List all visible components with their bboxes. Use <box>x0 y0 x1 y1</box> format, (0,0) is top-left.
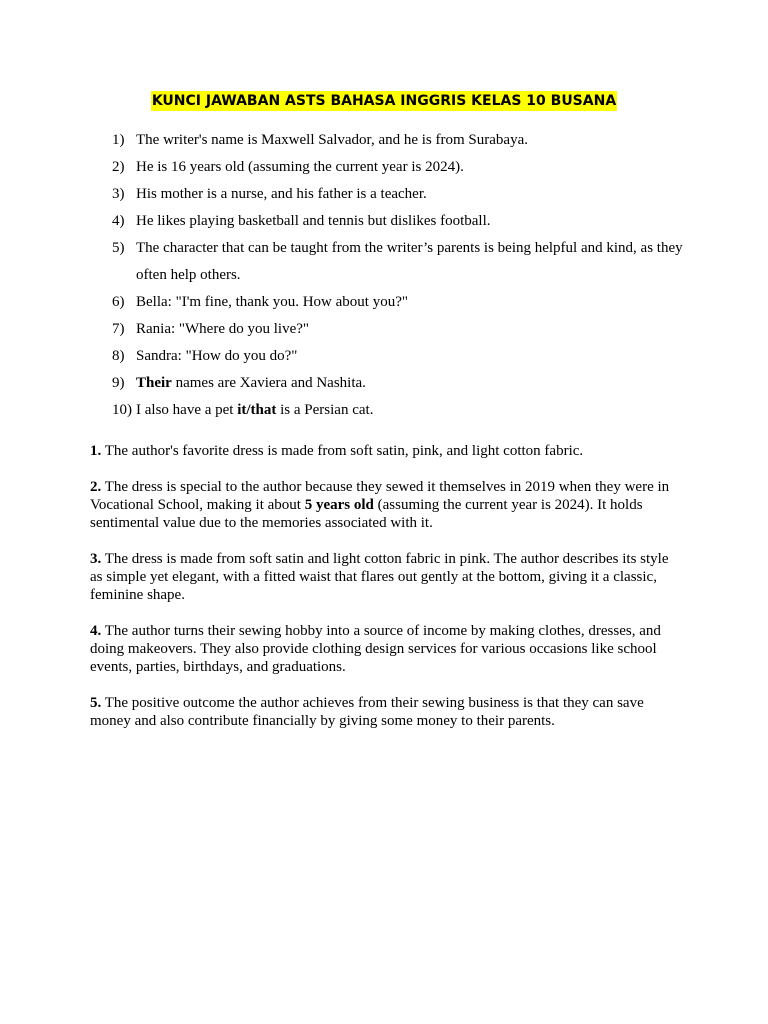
list-text <box>136 370 692 397</box>
list-item <box>112 154 692 181</box>
paragraph-text-post: (assuming the current year is 2024). It holds sentimental value due to the memories associated with it. <box>90 497 643 531</box>
list-number: 10) <box>112 402 132 418</box>
list-number: 8) <box>112 348 125 364</box>
answer-paragraph <box>90 622 680 676</box>
list-text-pre: I also have a pet <box>136 402 238 418</box>
list-number: 3) <box>112 186 125 202</box>
title-wrapper <box>0 91 768 111</box>
list-item <box>112 208 692 235</box>
list-text: His mother is a nurse, and his father is a teacher. <box>136 186 427 202</box>
list-item <box>112 370 692 397</box>
paragraph-number: 4. <box>90 623 102 639</box>
list-number: 1) <box>112 132 125 148</box>
list-number: 6) <box>112 294 125 310</box>
paragraph-text: The dress is made from soft satin and light cotton fabric in pink. The author describes its style as simple yet elegant, with a fitted waist that flares out gently at the bottom, giving it a classic, feminine shape. <box>90 551 669 603</box>
list-item <box>112 127 692 154</box>
list-text: Sandra: "How do you do?" <box>136 348 298 364</box>
list-text: Bella: "I'm fine, thank you. How about you?" <box>136 294 408 310</box>
paragraph-number: 1. <box>90 443 102 459</box>
list-item <box>112 343 692 370</box>
answer-list <box>112 127 692 424</box>
paragraph-text: The positive outcome the author achieves from their sewing business is that they can save money and also contribute financially by giving some money to their parents. <box>90 695 644 729</box>
list-number: 7) <box>112 321 125 337</box>
bold-text: it/that <box>237 402 277 418</box>
list-text-post: is a Persian cat. <box>276 402 374 418</box>
paragraph-number: 2. <box>90 479 102 495</box>
list-item <box>112 235 692 289</box>
bold-text: 5 years old <box>304 497 374 513</box>
list-item <box>112 289 692 316</box>
list-item <box>112 181 692 208</box>
answer-paragraphs <box>90 442 680 748</box>
list-number: 4) <box>112 213 125 229</box>
list-text: The character that can be taught from the writer’s parents is being helpful and kind, as they often help others. <box>136 240 683 283</box>
list-text: He is 16 years old (assuming the current year is 2024). <box>136 159 464 175</box>
list-item <box>112 316 692 343</box>
answer-paragraph <box>90 550 680 604</box>
paragraph-text: The author turns their sewing hobby into a source of income by making clothes, dresses, and doing makeovers. They also provide clothing design services for various occasions like school events, parties, birthdays, and graduations. <box>90 623 661 675</box>
list-item <box>112 397 692 424</box>
paragraph-text-pre: The dress is special to the author because they sewed it themselves in 2019 when they were in Vocational School, making it about <box>90 479 670 513</box>
list-number: 5) <box>112 240 125 256</box>
list-text: He likes playing basketball and tennis but dislikes football. <box>136 213 491 229</box>
list-text: Rania: "Where do you live?" <box>136 321 310 337</box>
paragraph-text: The author's favorite dress is made from soft satin, pink, and light cotton fabric. <box>101 443 584 459</box>
answer-paragraph <box>90 694 680 730</box>
list-number: 2) <box>112 159 125 175</box>
paragraph-number: 3. <box>90 551 102 567</box>
bold-text: Their <box>136 375 172 391</box>
list-text-rest: names are Xaviera and Nashita. <box>171 375 366 391</box>
list-text: The writer's name is Maxwell Salvador, and he is from Surabaya. <box>136 132 528 148</box>
answer-paragraph <box>90 442 680 460</box>
paragraph-number: 5. <box>90 695 102 711</box>
list-text <box>136 397 692 424</box>
list-number: 9) <box>112 375 125 391</box>
answer-paragraph <box>90 478 680 532</box>
document-title: KUNCI JAWABAN ASTS BAHASA INGGRIS KELAS 10 BUSANA <box>151 93 617 109</box>
